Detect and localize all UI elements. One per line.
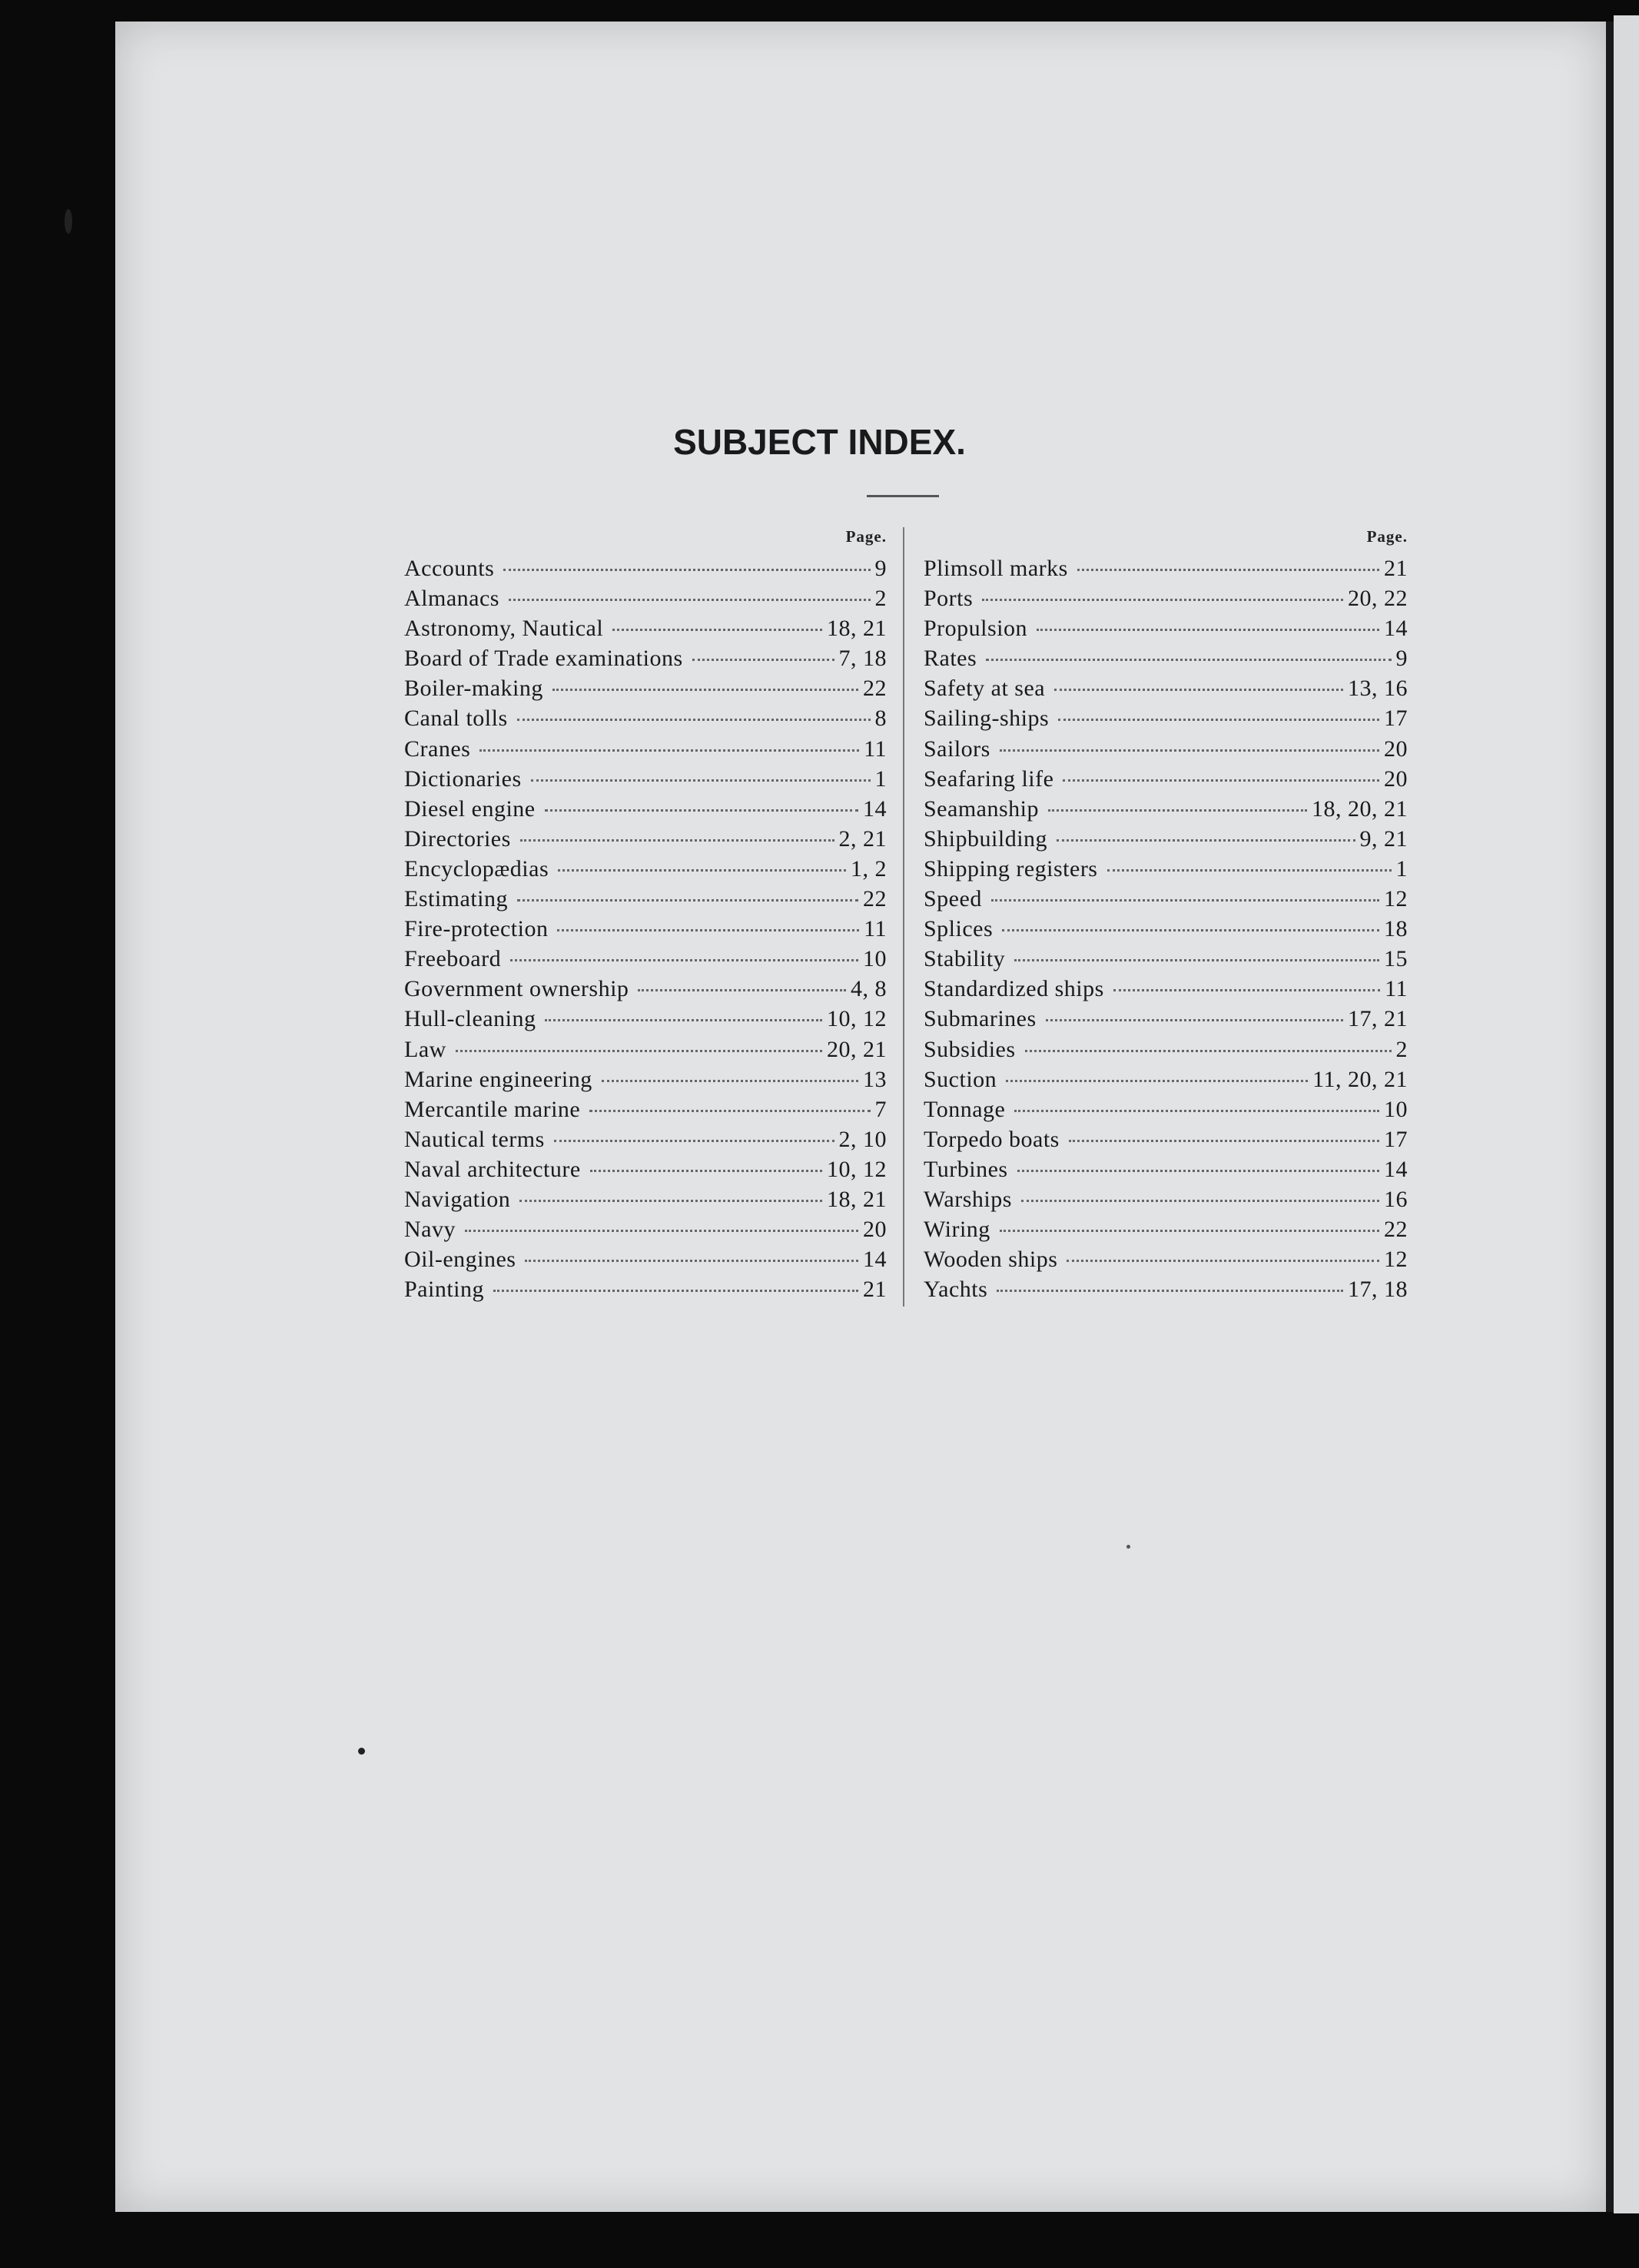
- index-entry-pages: 20, 22: [1348, 586, 1408, 612]
- dot-leader: [991, 898, 1379, 902]
- dot-leader: [1014, 958, 1379, 961]
- index-entry-pages: 13, 16: [1348, 676, 1408, 702]
- dot-leader: [1000, 748, 1379, 752]
- scan-speck: [358, 1748, 365, 1755]
- index-entry: [404, 974, 887, 1004]
- index-entry-subject: Wiring: [924, 1217, 990, 1243]
- dot-leader: [545, 808, 858, 812]
- index-entry-subject: Painting: [404, 1277, 485, 1303]
- index-entry-pages: 17, 21: [1348, 1006, 1408, 1032]
- index-entry: [924, 703, 1408, 733]
- index-entry-subject: Naval architecture: [404, 1156, 581, 1182]
- index-entry: [924, 914, 1408, 944]
- index-entry-subject: Speed: [924, 886, 982, 912]
- index-entry-pages: 9: [874, 556, 887, 581]
- index-entry-subject: Cranes: [404, 736, 471, 762]
- index-entry-subject: Boiler-making: [404, 676, 543, 702]
- dot-leader: [1067, 1258, 1379, 1262]
- index-entry-subject: Mercantile marine: [404, 1096, 581, 1122]
- index-entry-subject: Subsidies: [924, 1036, 1016, 1062]
- index-entry-subject: Nautical terms: [404, 1126, 545, 1152]
- index-entry-subject: Diesel engine: [404, 795, 536, 822]
- dot-leader: [479, 748, 859, 752]
- index-list-right: [924, 553, 1408, 1304]
- index-entry: [404, 643, 887, 673]
- index-entry-subject: Splices: [924, 916, 994, 942]
- index-list-left: [404, 553, 887, 1304]
- index-entry: [924, 794, 1408, 824]
- index-entry-pages: 22: [863, 886, 887, 912]
- index-entry-subject: Marine engineering: [404, 1066, 592, 1092]
- dot-leader: [982, 597, 1343, 601]
- index-entry: [924, 1094, 1408, 1124]
- dot-leader: [558, 868, 846, 872]
- dot-leader: [1046, 1018, 1343, 1021]
- dot-leader: [1000, 1228, 1379, 1232]
- index-entry-pages: 18, 20, 21: [1312, 795, 1408, 822]
- index-entry-subject: Seamanship: [924, 795, 1039, 822]
- index-entry-pages: 22: [863, 676, 887, 702]
- index-entry-pages: 15: [1384, 946, 1408, 972]
- index-entry: [404, 1214, 887, 1244]
- index-column-right: [924, 523, 1408, 1304]
- index-entry: [404, 613, 887, 643]
- index-entry-subject: Submarines: [924, 1006, 1037, 1032]
- index-entry-subject: Astronomy, Nautical: [404, 616, 604, 642]
- index-entry-pages: 18, 21: [827, 1186, 887, 1212]
- index-entry-pages: 14: [1384, 1156, 1408, 1182]
- index-entry-subject: Sailors: [924, 736, 990, 762]
- index-entry-pages: 12: [1384, 1247, 1408, 1273]
- index-entry: [924, 673, 1408, 703]
- index-entry: [924, 734, 1408, 764]
- index-entry: [924, 1244, 1408, 1274]
- dot-leader: [1077, 567, 1379, 571]
- index-entry-pages: 22: [1384, 1217, 1408, 1243]
- index-entry: [404, 1154, 887, 1184]
- page-title: SUBJECT INDEX.: [673, 422, 966, 462]
- dot-leader: [602, 1078, 858, 1082]
- index-entry: [924, 553, 1408, 583]
- index-entry-subject: Seafaring life: [924, 765, 1054, 792]
- index-entry: [404, 854, 887, 884]
- index-entry-subject: Safety at sea: [924, 676, 1046, 702]
- index-entry-pages: 9, 21: [1359, 825, 1408, 852]
- dot-leader: [1113, 988, 1380, 991]
- dot-leader: [1021, 1198, 1379, 1202]
- index-entry-subject: Oil-engines: [404, 1247, 516, 1273]
- index-entry-subject: Stability: [924, 946, 1006, 972]
- index-entry-pages: 2, 10: [838, 1126, 887, 1152]
- index-column-left: [404, 523, 887, 1304]
- index-entry: [924, 583, 1408, 613]
- index-entry-pages: 18: [1384, 916, 1408, 942]
- index-entry-pages: 7, 18: [838, 646, 887, 672]
- dot-leader: [986, 657, 1391, 661]
- dot-leader: [612, 627, 822, 631]
- index-entry-pages: 14: [863, 795, 887, 822]
- index-entry-subject: Dictionaries: [404, 765, 522, 792]
- index-entry: [924, 1064, 1408, 1094]
- index-entry-subject: Ports: [924, 586, 974, 612]
- index-entry-subject: Hull-cleaning: [404, 1006, 536, 1032]
- index-entry-pages: 1: [874, 765, 887, 792]
- dot-leader: [519, 1198, 822, 1202]
- index-entry-pages: 2, 21: [838, 825, 887, 852]
- index-entry-subject: Standardized ships: [924, 976, 1104, 1002]
- index-entry-pages: 20: [1384, 736, 1408, 762]
- index-entry-pages: 11: [864, 736, 887, 762]
- index-entry-pages: 10: [863, 946, 887, 972]
- index-entry-subject: Turbines: [924, 1156, 1008, 1182]
- title-rule: [867, 495, 939, 497]
- index-entry-pages: 10, 12: [827, 1006, 887, 1032]
- index-entry: [404, 1244, 887, 1274]
- index-entry-pages: 9: [1395, 646, 1408, 672]
- dot-leader: [997, 1288, 1343, 1292]
- index-entry-subject: Navigation: [404, 1186, 511, 1212]
- dot-leader: [1048, 808, 1307, 812]
- dot-leader: [517, 717, 871, 721]
- index-entry-subject: Suction: [924, 1066, 997, 1092]
- index-entry-subject: Sailing-ships: [924, 706, 1050, 732]
- index-entry-subject: Estimating: [404, 886, 508, 912]
- index-entry-subject: Fire-protection: [404, 916, 549, 942]
- index-entry-subject: Warships: [924, 1186, 1012, 1212]
- dot-leader: [552, 687, 858, 691]
- index-entry-pages: 17: [1384, 1126, 1408, 1152]
- index-entry-subject: Encyclopædias: [404, 855, 549, 882]
- dot-leader: [554, 1138, 834, 1142]
- index-entry: [924, 643, 1408, 673]
- index-entry: [924, 854, 1408, 884]
- index-entry: [404, 553, 887, 583]
- index-entry-subject: Propulsion: [924, 616, 1028, 642]
- dot-leader: [510, 958, 858, 961]
- index-entry: [924, 764, 1408, 794]
- index-entry-pages: 14: [863, 1247, 887, 1273]
- index-entry: [404, 734, 887, 764]
- index-entry-pages: 17: [1384, 706, 1408, 732]
- index-entry: [404, 884, 887, 914]
- column-divider: [903, 527, 904, 1307]
- dot-leader: [1014, 1108, 1379, 1112]
- index-entry: [924, 1184, 1408, 1214]
- index-entry: [924, 1214, 1408, 1244]
- dot-leader: [545, 1018, 822, 1021]
- index-entry-subject: Law: [404, 1036, 446, 1062]
- index-entry-subject: Freeboard: [404, 946, 502, 972]
- index-entry: [924, 1274, 1408, 1304]
- dot-leader: [1002, 928, 1379, 931]
- index-entry-pages: 10: [1384, 1096, 1408, 1122]
- index-entry: [404, 1094, 887, 1124]
- dot-leader: [1054, 687, 1343, 691]
- index-entry-pages: 21: [1384, 556, 1408, 581]
- index-entry-pages: 4, 8: [851, 976, 887, 1002]
- index-entry-subject: Wooden ships: [924, 1247, 1058, 1273]
- index-entry-pages: 2: [1395, 1036, 1408, 1062]
- index-entry: [924, 1004, 1408, 1034]
- index-entry-pages: 20: [1384, 765, 1408, 792]
- index-entry: [404, 583, 887, 613]
- index-entry: [404, 764, 887, 794]
- index-entry: [404, 1004, 887, 1034]
- index-entry: [924, 824, 1408, 854]
- index-entry-subject: Plimsoll marks: [924, 556, 1068, 581]
- index-entry-pages: 11: [1385, 976, 1408, 1002]
- index-entry-subject: Directories: [404, 825, 511, 852]
- index-entry: [404, 914, 887, 944]
- adjacent-page-strip: [1614, 15, 1639, 2213]
- index-entry-subject: Rates: [924, 646, 977, 672]
- dot-leader: [1017, 1168, 1379, 1172]
- index-entry-pages: 2: [874, 586, 887, 612]
- index-entry-pages: 18, 21: [827, 616, 887, 642]
- index-entry-subject: Shipping registers: [924, 855, 1098, 882]
- index-entry-pages: 17, 18: [1348, 1277, 1408, 1303]
- dot-leader: [1058, 717, 1379, 721]
- index-entry: [924, 884, 1408, 914]
- dot-leader: [531, 778, 871, 782]
- page-column-header: Page.: [845, 527, 887, 546]
- index-entry: [404, 944, 887, 974]
- index-entry-pages: 7: [874, 1096, 887, 1122]
- index-entry-subject: Board of Trade examinations: [404, 646, 683, 672]
- index-entry: [924, 974, 1408, 1004]
- index-entry: [404, 673, 887, 703]
- index-entry-pages: 1, 2: [851, 855, 887, 882]
- index-entry-subject: Almanacs: [404, 586, 499, 612]
- index-entry-subject: Shipbuilding: [924, 825, 1048, 852]
- index-entry: [924, 1154, 1408, 1184]
- dot-leader: [638, 988, 846, 991]
- scan-speck: [65, 209, 72, 234]
- index-entry-pages: 13: [863, 1066, 887, 1092]
- index-entry-subject: Canal tolls: [404, 706, 508, 732]
- index-entry: [404, 1034, 887, 1064]
- index-entry: [404, 1184, 887, 1214]
- scan-speck: [1126, 1545, 1130, 1549]
- index-entry: [404, 794, 887, 824]
- index-entry-subject: Torpedo boats: [924, 1126, 1060, 1152]
- index-entry-pages: 20, 21: [827, 1036, 887, 1062]
- index-entry-pages: 14: [1384, 616, 1408, 642]
- index-entry: [404, 824, 887, 854]
- index-entry-pages: 21: [863, 1277, 887, 1303]
- index-entry: [404, 1064, 887, 1094]
- dot-leader: [1006, 1078, 1308, 1082]
- dot-leader: [692, 657, 834, 661]
- index-entry: [404, 703, 887, 733]
- index-entry: [924, 613, 1408, 643]
- dot-leader: [493, 1288, 858, 1292]
- index-entry-pages: 12: [1384, 886, 1408, 912]
- index-entry-subject: Government ownership: [404, 976, 629, 1002]
- dot-leader: [1025, 1048, 1392, 1052]
- index-entry-pages: 20: [863, 1217, 887, 1243]
- dot-leader: [520, 838, 834, 842]
- index-entry-pages: 10, 12: [827, 1156, 887, 1182]
- index-entry-pages: 1: [1395, 855, 1408, 882]
- index-entry: [404, 1274, 887, 1304]
- page-edge-shadow: [1606, 22, 1614, 2212]
- index-entry-subject: Navy: [404, 1217, 456, 1243]
- dot-leader: [589, 1108, 870, 1112]
- index-entry: [924, 1034, 1408, 1064]
- dot-leader: [1037, 627, 1379, 631]
- dot-leader: [590, 1168, 822, 1172]
- index-entry-pages: 11: [864, 916, 887, 942]
- index-entry-subject: Accounts: [404, 556, 495, 581]
- dot-leader: [465, 1228, 858, 1232]
- index-entry: [404, 1124, 887, 1154]
- index-entry-pages: 11, 20, 21: [1312, 1066, 1408, 1092]
- index-entry-pages: 8: [874, 706, 887, 732]
- dot-leader: [503, 567, 870, 571]
- dot-leader: [1069, 1138, 1379, 1142]
- dot-leader: [1063, 778, 1379, 782]
- index-entry: [924, 1124, 1408, 1154]
- index-entry: [924, 944, 1408, 974]
- dot-leader: [517, 898, 858, 902]
- index-entry-subject: Tonnage: [924, 1096, 1006, 1122]
- page-column-header: Page.: [1366, 527, 1408, 546]
- index-entry-pages: 16: [1384, 1186, 1408, 1212]
- dot-leader: [525, 1258, 858, 1262]
- dot-leader: [509, 597, 871, 601]
- dot-leader: [456, 1048, 822, 1052]
- dot-leader: [557, 928, 859, 931]
- dot-leader: [1057, 838, 1355, 842]
- index-entry-subject: Yachts: [924, 1277, 988, 1303]
- dot-leader: [1107, 868, 1392, 872]
